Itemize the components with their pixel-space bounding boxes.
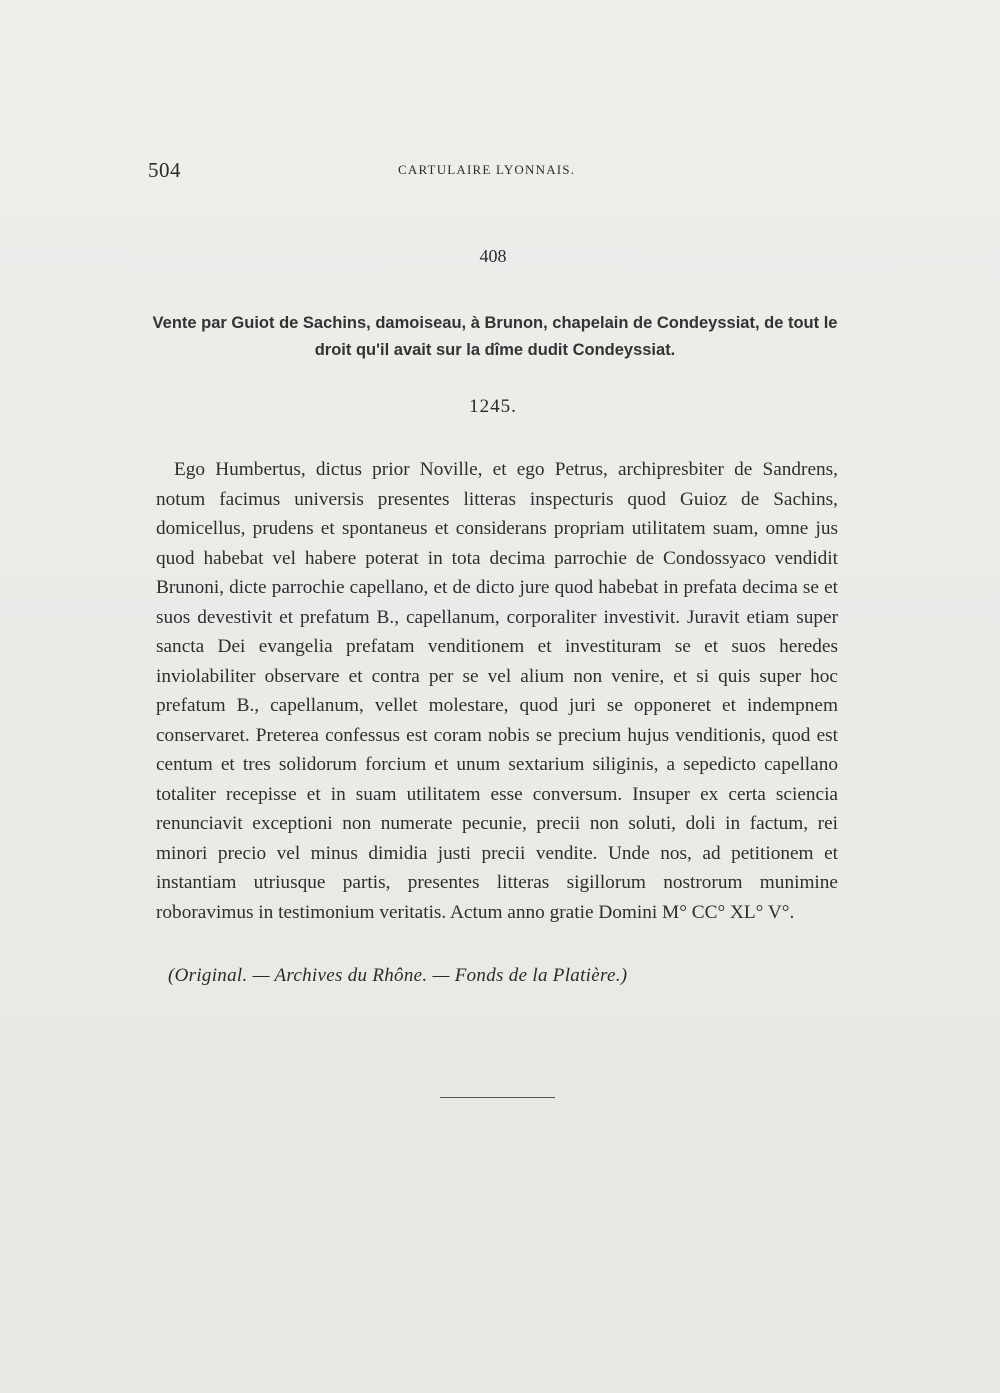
end-divider [440,1097,555,1098]
running-head [148,158,838,188]
document-number: 408 [479,246,507,266]
document-date: 1245. [469,396,517,417]
source-citation: (Original. — Archives du Rhône. — Fonds de la Platière.) [168,965,628,986]
document-summary: Vente par Guiot de Sachins, damoiseau, à Brunon, chapelain de Condeyssiat, de tout le droit qu'il avait sur la dîme dudit Condeyssiat. [152,314,838,359]
running-title: CARTULAIRE LYONNAIS. [398,162,576,177]
page-number: 504 [148,158,181,182]
document-body: Ego Humbertus, dictus prior Noville, et ego Petrus, archipresbiter de Sandrens, notum facimus universis presentes litteras inspecturis quod Guioz de Sachins, domicellus, prudens et spontaneus et considerans propriam utilitatem suam, omne jus quod habebat vel habere poterat in tota decima parrochie de Condossyaco vendidit Brunoni, dicte parrochie capellano, et de dicto jure quod habebat in prefata decima se et suos devestivit et prefatum B., capellanum, corporaliter investivit. Juravit etiam super sancta Dei evangelia prefatam venditionem et investituram se et suos heredes inviolabiliter observare et contra per se vel alium non venire, et si quis super hoc prefatum B., capellanum, vellet molestare, quod juri se opponeret et indempnem conservaret. Preterea confessus est coram nobis se precium hujus venditionis, quod est centum et tres solidorum forcium et unum sextarium siliginis, a sepedicto capellano totaliter recepisse et in suam utilitatem esse conversum. Insuper ex certa sciencia renunciavit exceptioni non numerate pecunie, precii non soluti, doli in factum, rei minori precio vel minus dimidia justi precii vendite. Unde nos, ad petitionem et instantiam utriusque partis, presentes litteras sigillorum nostrorum munimine roboravimus in testimonium veritatis. Actum anno gratie Domini M° CC° XL° V°. [156,459,838,923]
